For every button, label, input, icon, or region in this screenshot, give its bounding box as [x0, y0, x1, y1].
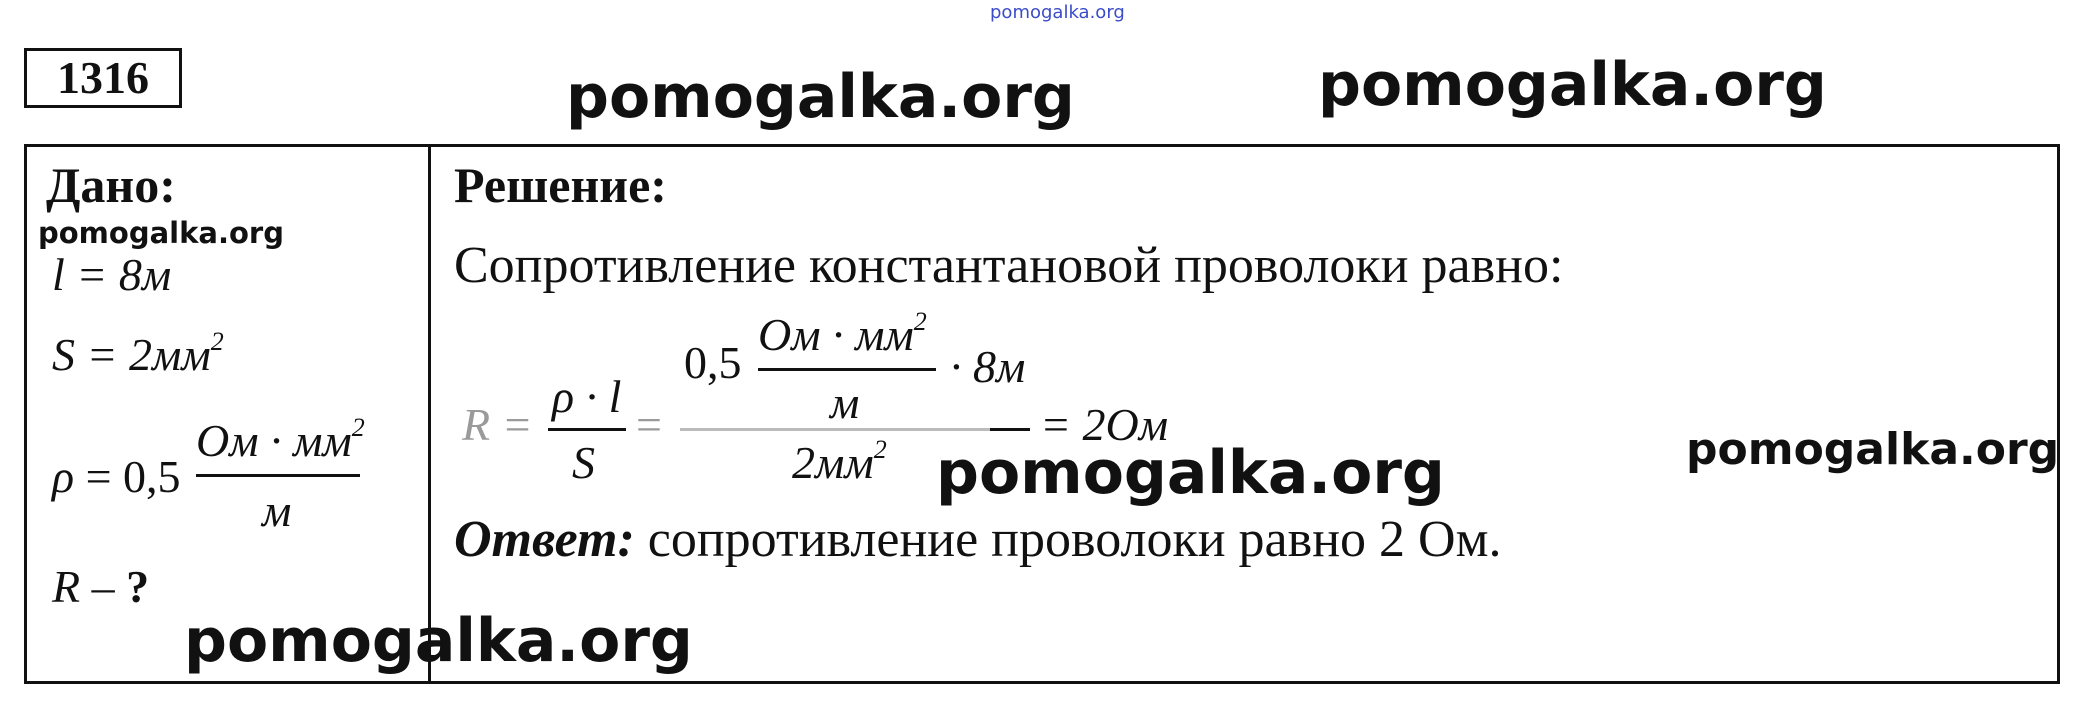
solution-title: Решение: [454, 157, 667, 213]
watermark-bottom: pomogalka.org [184, 606, 693, 676]
area-exp: 2 [210, 327, 224, 356]
watermark-header-1: pomogalka.org [566, 62, 1075, 132]
formula-length: · 8м [950, 341, 1026, 392]
formula-den2 [792, 436, 887, 489]
length-var: l [52, 249, 65, 300]
formula-main-line-end [990, 428, 1030, 431]
rho-num-text: Ом · мм [196, 415, 352, 466]
given-title: Дано: [46, 157, 176, 213]
formula-result: = 2Ом [1040, 399, 1169, 450]
answer-label: Ответ: [454, 511, 635, 568]
given-resistivity [52, 450, 181, 503]
rho-value: = 0,5 [85, 451, 181, 502]
rho-numerator [196, 414, 365, 467]
inner-num-exp: 2 [913, 307, 927, 336]
formula-num1: ρ · l [552, 371, 622, 422]
rho-denominator: м [262, 485, 292, 536]
inner-num-text: Ом · мм [758, 309, 914, 360]
column-divider [428, 144, 431, 684]
formula-coef: 0,5 [684, 337, 742, 388]
length-value: = 8м [76, 249, 172, 300]
solution-intro: Сопротивление константановой проволоки равно: [454, 237, 1564, 294]
area-var: S [52, 329, 75, 380]
watermark-middle: pomogalka.org [936, 438, 1445, 508]
rho-num-exp: 2 [351, 413, 365, 442]
given-length [52, 248, 171, 301]
problem-number: 1316 [24, 48, 182, 108]
watermark-given: pomogalka.org [38, 216, 284, 250]
given-area [52, 328, 224, 381]
given-unknown [52, 560, 149, 613]
rho-fraction-line [196, 474, 360, 477]
formula-R: R = [462, 399, 533, 450]
watermark-right: pomogalka.org [1686, 424, 2060, 475]
watermark-top: pomogalka.org [990, 2, 1125, 23]
formula-line1 [548, 428, 626, 431]
formula-den1: S [572, 437, 595, 488]
formula-inner-den: м [830, 377, 860, 428]
unknown-var: R – [52, 561, 115, 612]
area-value: = 2мм [86, 329, 211, 380]
answer-line [454, 510, 1501, 569]
formula-inner-num [758, 308, 927, 361]
den2-exp: 2 [873, 435, 887, 464]
answer-text: сопротивление проволоки равно 2 Ом. [647, 511, 1502, 568]
formula-eq: = [636, 399, 662, 450]
formula-main-line [680, 428, 1030, 431]
unknown-question: ? [126, 561, 150, 612]
rho-var: ρ [52, 451, 75, 502]
formula-inner-line [758, 368, 936, 371]
watermark-header-2: pomogalka.org [1318, 50, 1827, 120]
den2-text: 2мм [792, 437, 874, 488]
